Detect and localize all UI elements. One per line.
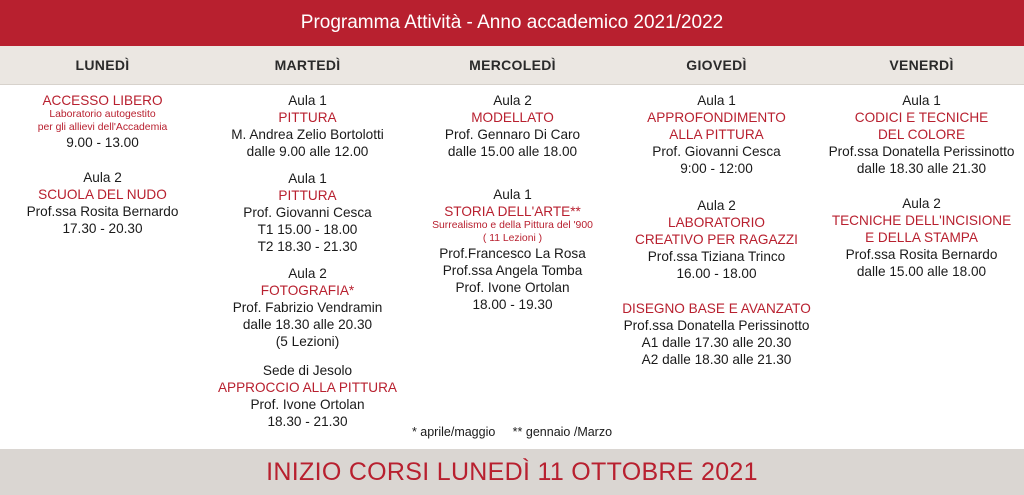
day-header-friday: VENERDÌ <box>889 57 954 73</box>
course-block <box>205 362 410 430</box>
course-title: PITTURA <box>278 110 337 125</box>
course-block <box>205 265 410 350</box>
course-block <box>819 195 1024 280</box>
course-detail: Prof. Ivone Ortolan <box>250 397 365 412</box>
course-title: ALLA PITTURA <box>669 127 764 142</box>
course-detail: M. Andrea Zelio Bortolotti <box>231 127 384 142</box>
course-detail: Aula 1 <box>288 93 327 108</box>
course-title: TECNICHE DELL'INCISIONE <box>831 213 1012 228</box>
column-monday <box>0 92 205 237</box>
course-start-banner: INIZIO CORSI LUNEDÌ 11 OTTOBRE 2021 <box>266 457 758 486</box>
course-detail: dalle 15.00 alle 18.00 <box>856 264 987 279</box>
course-detail: 18.30 - 21.30 <box>267 414 348 429</box>
course-detail: T2 18.30 - 21.30 <box>257 239 358 254</box>
course-subtitle: per gli allievi dell'Accademia <box>37 121 168 133</box>
course-title: STORIA DELL'ARTE** <box>444 204 581 219</box>
course-block <box>819 92 1024 177</box>
course-block <box>410 92 615 160</box>
course-detail: 9:00 - 12:00 <box>680 161 753 176</box>
course-block <box>614 300 819 368</box>
course-block <box>614 92 819 177</box>
course-title: CREATIVO PER RAGAZZI <box>635 232 798 247</box>
page-title: Programma Attività - Anno accademico 2021/2022 <box>300 12 724 33</box>
course-detail: Aula 1 <box>902 93 941 108</box>
day-header-row <box>0 46 1024 85</box>
course-detail: 17.30 - 20.30 <box>62 221 143 236</box>
course-subtitle: ( 11 Lezioni ) <box>482 232 543 244</box>
course-detail: T1 15.00 - 18.00 <box>257 222 358 237</box>
course-detail: Prof. Gennaro Di Caro <box>444 127 581 142</box>
course-detail: dalle 9.00 alle 12.00 <box>246 144 369 159</box>
day-header-wednesday: MERCOLEDÌ <box>469 57 556 73</box>
course-title: APPROFONDIMENTO <box>647 110 786 125</box>
course-detail: Aula 2 <box>493 93 532 108</box>
course-title: DEL COLORE <box>877 127 966 142</box>
course-title: FOTOGRAFIA* <box>260 283 355 298</box>
course-title: ACCESSO LIBERO <box>42 93 163 108</box>
course-block <box>0 169 205 237</box>
course-title: SCUOLA DEL NUDO <box>38 187 167 202</box>
course-block <box>205 92 410 160</box>
course-title: LABORATORIO <box>668 215 765 230</box>
column-thursday <box>614 92 819 368</box>
course-detail: Sede di Jesolo <box>262 363 353 378</box>
course-detail: dalle 15.00 alle 18.00 <box>447 144 578 159</box>
course-detail: 16.00 - 18.00 <box>676 266 757 281</box>
course-detail: Prof. Giovanni Cesca <box>652 144 781 159</box>
course-detail: Aula 2 <box>83 170 122 185</box>
course-title: DISEGNO BASE E AVANZATO <box>622 301 811 316</box>
course-detail: Prof. Fabrizio Vendramin <box>232 300 383 315</box>
course-detail: Aula 1 <box>493 187 532 202</box>
course-title: CODICI E TECNICHE <box>854 110 989 125</box>
column-friday <box>819 92 1024 280</box>
course-detail: Aula 2 <box>902 196 941 211</box>
course-detail: Prof. Ivone Ortolan <box>455 280 570 295</box>
course-detail: dalle 18.30 alle 20.30 <box>242 317 373 332</box>
course-detail: dalle 18.30 alle 21.30 <box>856 161 987 176</box>
course-title: MODELLATO <box>471 110 554 125</box>
course-detail: Prof. Giovanni Cesca <box>243 205 372 220</box>
course-detail: Prof.ssa Rosita Bernardo <box>845 247 998 262</box>
course-detail: (5 Lezioni) <box>275 334 340 349</box>
column-tuesday <box>205 92 410 430</box>
course-title: E DELLA STAMPA <box>865 230 978 245</box>
footnotes: * aprile/maggio ** gennaio /Marzo <box>411 425 613 439</box>
course-title: APPROCCIO ALLA PITTURA <box>217 380 398 395</box>
course-block <box>614 197 819 282</box>
footer-bar <box>0 449 1024 495</box>
course-detail: Aula 2 <box>288 266 327 281</box>
course-title: PITTURA <box>278 188 337 203</box>
course-detail: Prof.ssa Donatella Perissinotto <box>828 144 1015 159</box>
course-detail: 9.00 - 13.00 <box>66 135 139 150</box>
course-detail: Prof.Francesco La Rosa <box>439 246 586 261</box>
course-detail: A2 dalle 18.30 alle 21.30 <box>641 352 792 367</box>
course-detail: Aula 2 <box>697 198 736 213</box>
course-block <box>410 186 615 313</box>
title-bar <box>0 0 1024 46</box>
course-detail: Aula 1 <box>288 171 327 186</box>
day-header-thursday: GIOVEDÌ <box>686 57 747 73</box>
course-detail: Prof.ssa Donatella Perissinotto <box>623 318 810 333</box>
course-subtitle: Laboratorio autogestito <box>49 109 156 120</box>
day-header-monday: LUNEDÌ <box>75 57 130 73</box>
course-detail: 18.00 - 19.30 <box>472 297 553 312</box>
course-detail: A1 dalle 17.30 alle 20.30 <box>641 335 792 350</box>
course-block <box>205 170 410 255</box>
course-detail: Prof.ssa Angela Tomba <box>442 263 583 278</box>
course-subtitle: Surrealismo e della Pittura del '900 <box>432 220 593 231</box>
course-detail: Prof.ssa Rosita Bernardo <box>26 204 179 219</box>
day-header-tuesday: MARTEDÌ <box>274 57 341 73</box>
column-wednesday <box>410 92 615 313</box>
course-block <box>0 92 205 151</box>
course-detail: Prof.ssa Tiziana Trinco <box>647 249 786 264</box>
course-detail: Aula 1 <box>697 93 736 108</box>
